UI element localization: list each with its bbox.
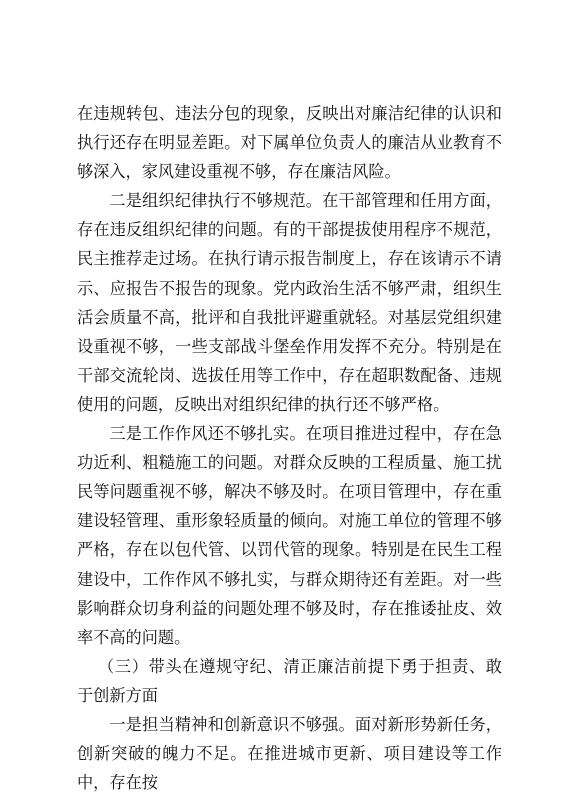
paragraph-3: 三是工作作风还不够扎实。在项目推进过程中，存在急功近利、粗糙施工的问题。对群众反映的工程质量、施工扰民等问题重视不够，解决不够及时。在项目管理中，存在重建设轻管理、重形象轻质量的倾向。对施工单位的管理不够严格，存在以包代管、以罚代管的现象。特别是在民生工程建设中，工作作风不够扎实，与群众期待还有差距。对一些影响群众切身利益的问题处理不够及时，存在推诿扯皮、效率不高的问题。 [77, 424, 502, 647]
paragraph-2: 二是组织纪律执行不够规范。在干部管理和任用方面，存在违反组织纪律的问题。有的干部提拔使用程序不规范，民主推荐走过场。在执行请示报告制度上，存在该请示不请示、应报告不报告的现象。党内政治生活不够严肃，组织生活会质量不高，批评和自我批评避重就轻。对基层党组织建设重视不够，一些支部战斗堡垒作用发挥不充分。特别是在干部交流轮岗、选拔任用等工作中，存在超职数配备、违规使用的问题，反映出对组织纪律的执行还不够严格。 [77, 191, 502, 414]
paragraph-4: 一是担当精神和创新意识不够强。面对新形势新任务，创新突破的魄力不足。在推进城市更新、项目建设等工作中，存在按 [77, 714, 502, 793]
document-body [77, 99, 502, 797]
section-heading: （三）带头在遵规守纪、清正廉洁前提下勇于担责、敢于创新方面 [77, 656, 502, 705]
paragraph-1: 在违规转包、违法分包的现象，反映出对廉洁纪律的认识和执行还存在明显差距。对下属单位负责人的廉洁从业教育不够深入，家风建设重视不够，存在廉洁风险。 [77, 104, 502, 182]
